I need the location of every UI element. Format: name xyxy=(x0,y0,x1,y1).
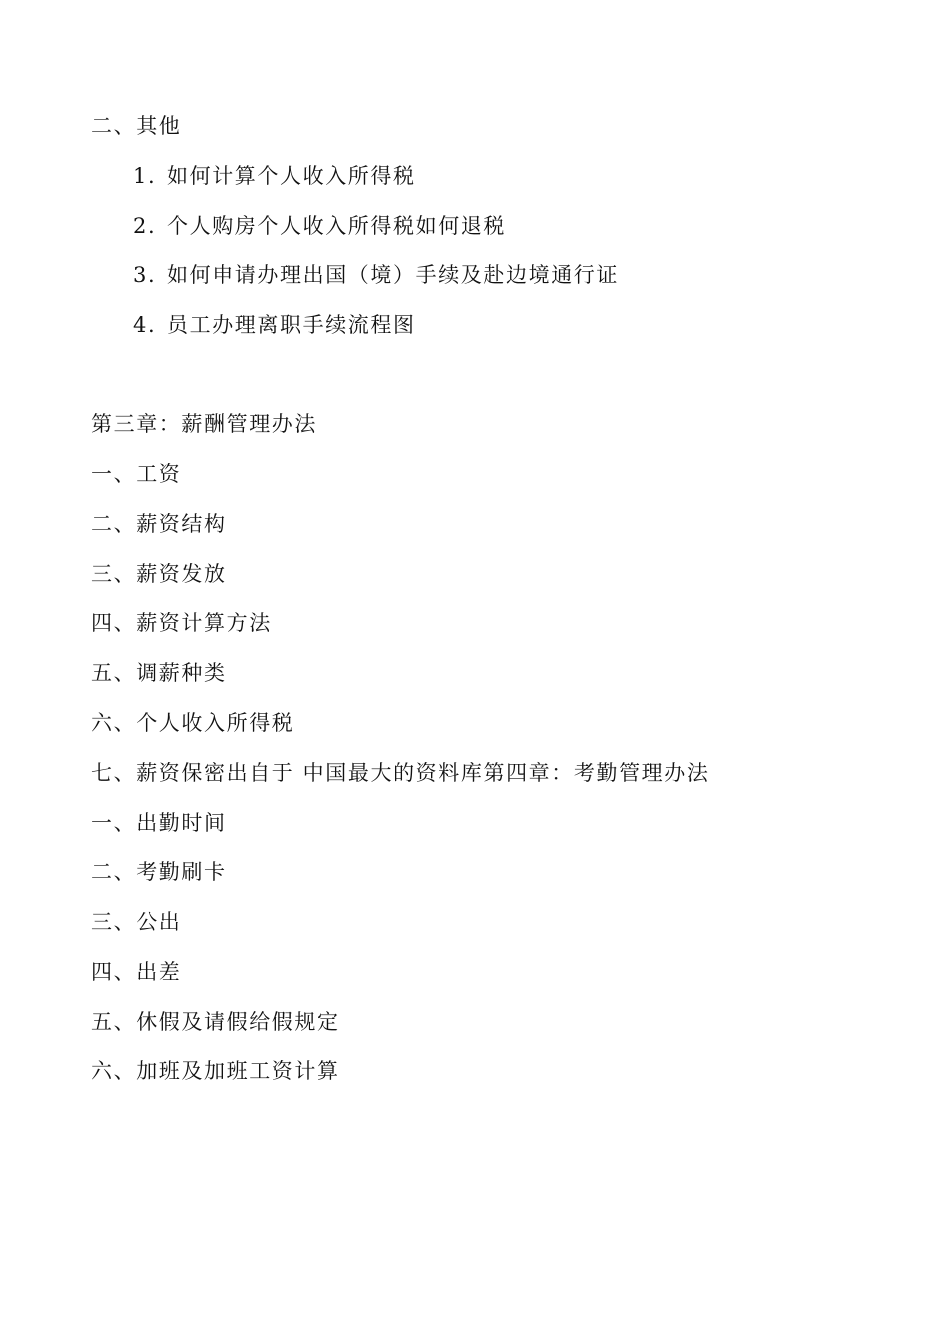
chapter-item: 六、加班及加班工资计算 xyxy=(91,1059,340,1083)
chapter-item: 一、出勤时间 xyxy=(91,811,227,835)
list-item-number: 3. xyxy=(133,263,157,287)
list-item xyxy=(133,163,416,189)
list-item xyxy=(133,213,506,239)
list-item-text: 员工办理离职手续流程图 xyxy=(167,313,416,337)
chapter-item: 七、薪资保密出自于 中国最大的资料库第四章：考勤管理办法 xyxy=(91,761,710,785)
list-item-text: 如何计算个人收入所得税 xyxy=(167,164,416,188)
list-item xyxy=(133,262,619,288)
chapter-item: 三、公出 xyxy=(91,910,182,934)
chapter-item: 五、休假及请假给假规定 xyxy=(91,1010,340,1034)
list-item-number: 4. xyxy=(133,313,157,337)
chapter-item: 四、出差 xyxy=(91,960,182,984)
chapter-item: 二、薪资结构 xyxy=(91,512,227,536)
list-item-number: 1. xyxy=(133,164,157,188)
list-item-text: 如何申请办理出国（境）手续及赴边境通行证 xyxy=(167,263,619,287)
chapter-item: 三、薪资发放 xyxy=(91,562,227,586)
chapter-item: 二、考勤刷卡 xyxy=(91,860,227,884)
section-heading-other: 二、其他 xyxy=(91,114,182,138)
chapter-item: 五、调薪种类 xyxy=(91,661,227,685)
chapter-title: 第三章：薪酬管理办法 xyxy=(91,412,317,436)
chapter-item: 六、个人收入所得税 xyxy=(91,711,295,735)
list-item-number: 2. xyxy=(133,214,157,238)
chapter-item: 一、工资 xyxy=(91,462,182,486)
list-item-text: 个人购房个人收入所得税如何退税 xyxy=(167,214,506,238)
chapter-item: 四、薪资计算方法 xyxy=(91,611,272,635)
list-item xyxy=(133,312,416,338)
